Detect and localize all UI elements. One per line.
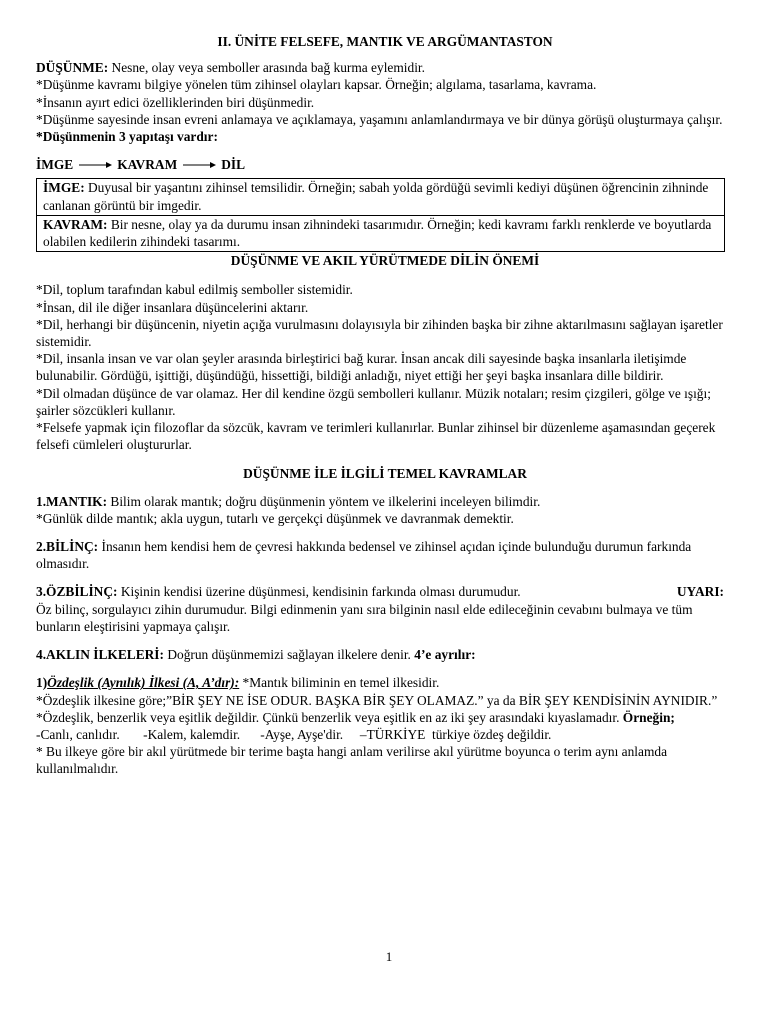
dil-line: *Dil, toplum tarafından kabul edilmiş semboller sistemidir. xyxy=(36,282,353,298)
ozbilinc-line: Öz bilinç, sorgulayıcı zihin durumudur. Bilgi edinmenin yanı sıra bilginin nasıl elde edileceğinin cevabını bulmaya ve tüm bunların eleştirisini yapmaya çalışır. xyxy=(36,601,693,634)
page-number: 1 xyxy=(385,949,393,964)
dil-line: *Felsefe yapmak için filozoflar da sözcük, kavram ve terimleri kullanırlar. Bunlar zihinsel bir düzenleme aşamasından geçerek felsefi cümleleri oluştururlar. xyxy=(36,420,716,453)
section-title-dil: DÜŞÜNME VE AKIL YÜRÜTMEDE DİLİN ÖNEMİ xyxy=(230,253,540,269)
dil-line: *Dil, herhangi bir düşüncenin, niyetin açığa vurulmasını dolayısıyla bir zihinden başka bir zihne aktarılmasını sağlayan işaretler sistemidir. xyxy=(36,316,723,350)
section-title-temel: DÜŞÜNME İLE İLGİLİ TEMEL KAVRAMLAR xyxy=(243,466,527,482)
mantik-line: *Günlük dilde mantık; akla uygun, tutarlı ve gerçekçi düşünmek ve davranmak demektir. xyxy=(36,510,514,526)
ozdeslik-line: *Özdeşlik ilkesine göre;”BİR ŞEY NE İSE ODUR. BAŞKA BİR ŞEY OLAMAZ.” ya da BİR ŞEY KENDİSİNİN AYNIDIR.” xyxy=(36,692,718,708)
dusunme-line: *İnsanın ayırt edici özelliklerinden biri düşünmedir. xyxy=(36,94,315,110)
dusunme-pillars: *Düşünmenin 3 yapıtaşı vardır: xyxy=(36,129,218,145)
page-title: II. ÜNİTE FELSEFE, MANTIK VE ARGÜMANTASTON xyxy=(217,34,553,49)
dil-line: *Dil olmadan düşünce de var olamaz. Her dil kendine özgü sembolleri kullanır. Müzik notaları; resim çizgileri, gölge ve ışığı; şairler sözcükleri kullanır. xyxy=(36,385,711,418)
bilinc-definition: 2.BİLİNÇ: İnsanın hem kendisi hem de çevresi hakkında bedensel ve zihinsel açıdan içinde bulunduğu durumun farkında olmasıdır. xyxy=(36,539,692,572)
arrow-right-icon xyxy=(77,160,113,170)
kavram-definition: KAVRAM: Bir nesne, olay ya da durumu insan zihnindeki tasarımıdır. Örneğin; kedi kavramı farklı renklerde ve boyutlarda olabilen kedilerin zihindeki tasarımı. xyxy=(37,215,724,251)
chain-kavram: KAVRAM xyxy=(117,157,178,173)
dusunme-term: DÜŞÜNME: xyxy=(36,60,109,76)
dil-line: *Dil, insanla insan ve var olan şeyler arasında birleştirici bağ kurar. İnsan ancak dili sayesinde başka insanlarla iletişimde bulunabilir. Gördüğü, işittiği, düşündüğü, hissettiği, bildiği anladığı, niyet ettiği her şeyi başka insanlara dille bildirir. xyxy=(36,351,687,384)
definition-box xyxy=(36,178,725,252)
chain-dil: DİL xyxy=(221,157,246,173)
mantik-definition: 1.MANTIK: Bilim olarak mantık; doğru düşünmenin yöntem ve ilkelerini inceleyen bilimdir. xyxy=(36,493,541,509)
chain-imge: İMGE xyxy=(36,157,74,173)
ozdeslik-examples: -Canlı, canlıdır. -Kalem, kalemdir. -Ayşe, Ayşe'dir. –TÜRKİYE türkiye özdeş değildir. xyxy=(36,726,552,742)
ozbilinc-definition: 3.ÖZBİLİNÇ: Kişinin kendisi üzerine düşünmesi, kendisinin farkında olması durumudur. UYARI: xyxy=(36,584,724,600)
uyari-label: UYARI: xyxy=(676,584,724,600)
dusunme-line: *Düşünme sayesinde insan evreni anlamaya ve açıklamaya, yaşamını anlamlandırmaya ve bir dünya görüşü oluşturmaya çalışır. xyxy=(36,111,723,127)
akil-ilkeleri: 4.AKLIN İLKELERİ: Doğrun düşünmemizi sağlayan ilkelere denir. 4’e ayrılır: xyxy=(36,647,476,663)
arrow-right-icon xyxy=(181,160,217,170)
dil-line: *İnsan, dil ile diğer insanlara düşüncelerini aktarır. xyxy=(36,299,309,315)
ozdeslik-heading: 1)Özdeşlik (Aynılık) İlkesi (A, A’dır): *Mantık biliminin en temel ilkesidir. xyxy=(36,675,440,691)
imge-definition: İMGE: Duyusal bir yaşantını zihinsel temsilidir. Örneğin; sabah yolda gördüğü sevimli kediyi düşünen öğrencinin zihninde canlanan görüntü bir imgedir. xyxy=(43,180,709,213)
ozdeslik-line: * Bu ilkeye göre bir akıl yürütmede bir terime başta hangi anlam verilirse akıl yürütme boyunca o terim aynı anlamda kullanılmalıdır. xyxy=(36,744,668,777)
dusunme-definition: DÜŞÜNME: Nesne, olay veya semboller arasında bağ kurma eylemidir. xyxy=(36,60,425,76)
dusunme-line: *Düşünme kavramı bilgiye yönelen tüm zihinsel olayları kapsar. Örneğin; algılama, tasarlama, kavrama. xyxy=(36,77,597,93)
ozdeslik-line: *Özdeşlik, benzerlik veya eşitlik değildir. Çünkü benzerlik veya eşitlik en az iki şey arasındaki kıyaslamadır. Örneğin; xyxy=(36,709,675,725)
concept-chain xyxy=(36,156,724,173)
